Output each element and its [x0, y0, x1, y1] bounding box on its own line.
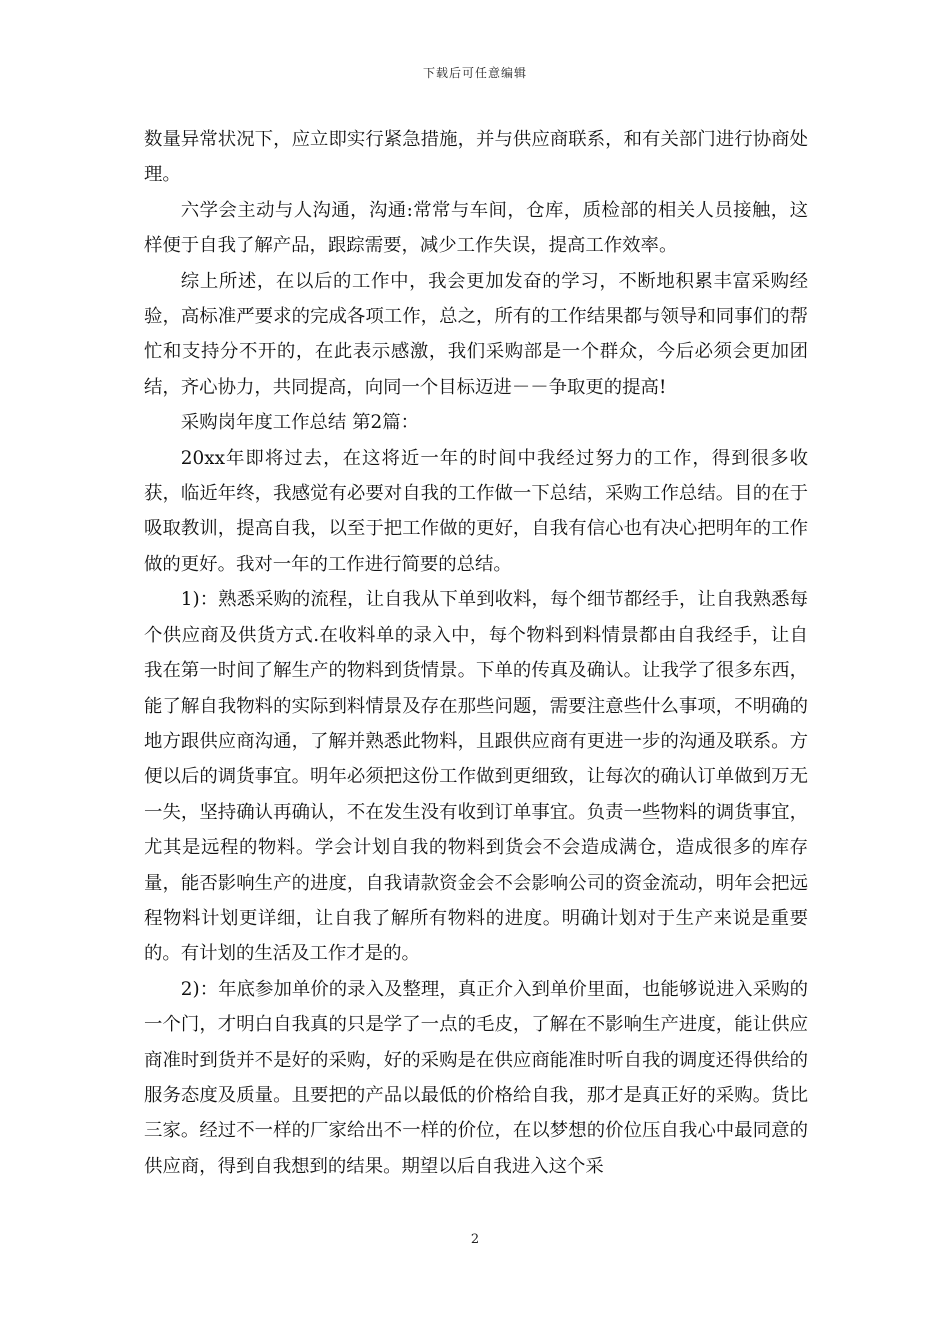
document-body	[144, 122, 808, 1184]
paragraph-communication: 六学会主动与人沟通，沟通:常常与车间，仓库，质检部的相关人员接触，这样便于自我了解产品，跟踪需要，减少工作失误，提高工作效率。	[144, 199, 808, 257]
paragraph-summary: 综上所述，在以后的工作中，我会更加发奋的学习，不断地积累丰富采购经验，高标准严要求的完成各项工作，总之，所有的工作结果都与领导和同事们的帮忙和支持分不开的，在此表示感激，我们采购部是一个群众，今后必须会更加团结，齐心协力，共同提高，向同一个目标迈进－－争取更的提高!	[144, 270, 808, 398]
page-header: 下载后可任意编辑	[422, 66, 527, 80]
paragraph-intro: 20xx年即将过去，在这将近一年的时间中我经过努力的工作，得到很多收获，临近年终，我感觉有必要对自我的工作做一下总结，采购工作总结。目的在于吸取教训，提高自我，以至于把工作做的更好，自我有信心也有决心把明年的工作做的更好。我对一年的工作进行简要的总结。	[144, 447, 808, 575]
section-heading: 采购岗年度工作总结 第2篇：	[180, 412, 420, 434]
paragraph-item-1: 1)：熟悉采购的流程，让自我从下单到收料，每个细节都经手，让自我熟悉每个供应商及供货方式.在收料单的录入中，每个物料到料情景都由自我经手，让自我在第一时间了解生产的物料到货情景。下单的传真及确认。让我学了很多东西，能了解自我物料的实际到料情景及存在那些问题，需要注意些什么事项，不明确的地方跟供应商沟通，了解并熟悉此物料，且跟供应商有更进一步的沟通及联系。方便以后的调货事宜。明年必须把这份工作做到更细致，让每次的确认订单做到万无一失，坚持确认再确认，不在发生没有收到订单事宜。负责一些物料的调货事宜，尤其是远程的物料。学会计划自我的物料到货会不会造成满仓，造成很多的库存量，能否影响生产的进度，自我请款资金会不会影响公司的资金流动，明年会把远程物料计划更详细，让自我了解所有物料的进度。明确计划对于生产来说是重要的。有计划的生活及工作才是的。	[144, 589, 808, 965]
paragraph-continued: 数量异常状况下，应立即实行紧急措施，并与供应商联系，和有关部门进行协商处理。	[144, 129, 808, 186]
paragraph-item-2: 2)：年底参加单价的录入及整理，真正介入到单价里面，也能够说进入采购的一个门，才明白自我真的只是学了一点的毛皮，了解在不影响生产进度，能让供应商准时到货并不是好的采购，好的采购是在供应商能准时听自我的调度还得供给的服务态度及质量。且要把的产品以最低的价格给自我，那才是真正好的采购。货比三家。经过不一样的厂家给出不一样的价位，在以梦想的价位压自我心中最同意的供应商，得到自我想到的结果。期望以后自我进入这个采	[144, 978, 808, 1177]
page-number: 2	[470, 1232, 480, 1247]
